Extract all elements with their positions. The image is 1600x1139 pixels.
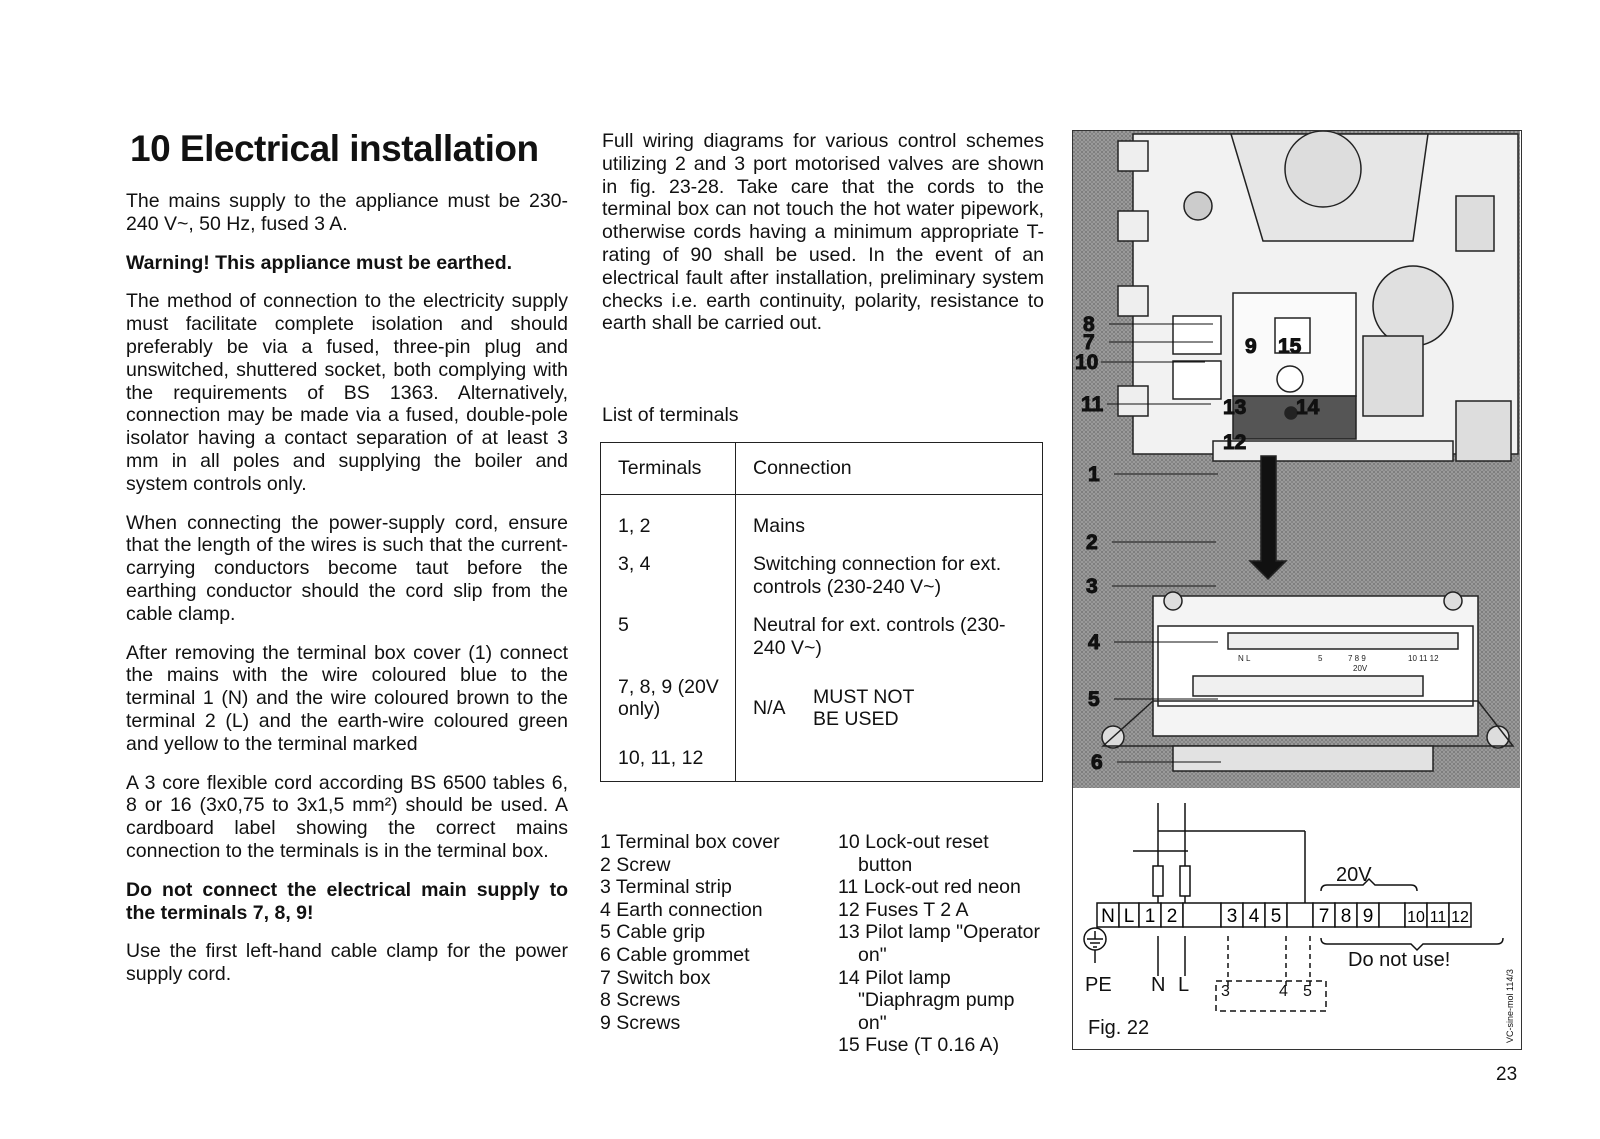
terminal-table	[600, 442, 1043, 782]
boiler-diagram	[1073, 131, 1520, 1048]
table-row	[601, 672, 1043, 744]
ext-terminal-5: 5	[1303, 983, 1312, 1000]
callout-13: 13	[1223, 396, 1247, 419]
do-not-use-label: Do not use!	[1348, 949, 1451, 971]
earth-warning: Warning! This appliance must be earthed.	[126, 251, 513, 274]
page-title: 10 Electrical installation	[130, 128, 539, 169]
strip-label-20v: 20V	[1353, 664, 1368, 673]
terminal-5: 5	[1270, 906, 1282, 927]
cell-terminals: 5	[601, 610, 736, 671]
legend-left	[600, 831, 810, 1034]
legend-item: 6 Cable grommet	[600, 943, 750, 966]
n-label: N	[1151, 974, 1166, 996]
page-number: 23	[1496, 1064, 1518, 1085]
table-row	[601, 743, 1043, 781]
legend-item: 1 Terminal box cover	[600, 831, 780, 853]
legend-item: 8 Screws	[600, 989, 681, 1012]
wiring-paragraph: Full wiring diagrams for various control schemes utilizing 2 and 3 port motorised valves are shown in fig. 23-28. Take care that the cords to the terminal box can not touch the hot water pipework, otherwise cords having a minimum appropriate T-rating of 90 shall be used. In the event of an electrical fault after installation, preliminary system checks i.e. earth continuity, polarity, resistance to earth shall be carried out.	[602, 130, 1044, 335]
strip-label-nl: N L	[1238, 654, 1251, 663]
legend-right	[838, 831, 1048, 1057]
flex-cord-paragraph: A 3 core flexible cord according BS 6500 tables 6, 8 or 16 (3x0,75 to 3x1,5 mm²) should be used. A cardboard label showing the correct mains connection to the terminals is in the terminal box.	[126, 771, 568, 862]
pe-label: PE	[1085, 974, 1112, 996]
cable-clamp-paragraph: Use the first left-hand cable clamp for the power supply cord.	[126, 940, 568, 986]
terminal-9: 9	[1362, 906, 1374, 927]
legend-item: 4 Earth connection	[600, 898, 763, 921]
must-not-be-used: MUST NOT BE USED	[813, 685, 915, 731]
list-title: List of terminals	[602, 404, 739, 426]
legend-item: 5 Cable grip	[600, 921, 706, 944]
l-label: L	[1178, 974, 1190, 996]
table-row	[601, 494, 1043, 549]
terminal-N: N	[1101, 906, 1115, 927]
header-connection: Connection	[736, 443, 1043, 495]
terminal-11: 11	[1429, 909, 1447, 926]
header-terminals: Terminals	[601, 443, 736, 495]
callout-4: 4	[1088, 631, 1100, 654]
cell-terminals: 7, 8, 9 (20V only)	[601, 672, 736, 744]
left-column	[126, 190, 568, 1002]
ext-terminal-3: 3	[1221, 983, 1230, 1000]
terminal-strip	[1097, 903, 1471, 927]
terminal-L: L	[1123, 906, 1135, 927]
callout-6: 6	[1091, 751, 1103, 774]
cell-terminals: 10, 11, 12	[601, 743, 736, 781]
legend-item: 15 Fuse (T 0.16 A)	[838, 1034, 1000, 1057]
callout-11: 11	[1081, 393, 1104, 416]
callout-9: 9	[1245, 335, 1257, 358]
legend-item: 13 Pilot lamp "Operator on"	[838, 921, 1041, 966]
callout-1: 1	[1088, 463, 1100, 486]
callout-12: 12	[1223, 431, 1247, 454]
terminal-10: 10	[1407, 909, 1425, 926]
ext-terminal-4: 4	[1279, 983, 1288, 1000]
table-header	[601, 443, 1043, 495]
legend-item: 9 Screws	[600, 1011, 681, 1034]
callout-7: 7	[1083, 331, 1095, 354]
earth-icon	[1087, 931, 1103, 947]
legend-item: 12 Fuses T 2 A	[838, 898, 969, 921]
terminal-box	[1379, 903, 1405, 927]
boiler-illustration	[1102, 131, 1518, 771]
figure-22	[1072, 130, 1522, 1050]
legend-item: 10 Lock-out reset button	[838, 831, 989, 876]
cell-terminals: 1, 2	[601, 494, 736, 549]
strip-label-789: 7 8 9	[1348, 654, 1366, 663]
cell-connection	[736, 743, 1043, 781]
terminal-warning: Do not connect the electrical main supply to the terminals 7, 8, 9!	[126, 878, 568, 924]
terminal-1: 1	[1144, 906, 1156, 927]
terminal-box	[1183, 903, 1221, 927]
terminal-2: 2	[1166, 906, 1178, 927]
figure-caption: Fig. 22	[1088, 1017, 1150, 1039]
callout-3: 3	[1086, 575, 1098, 598]
middle-column	[602, 130, 1044, 351]
cell-connection: Mains	[736, 494, 1043, 549]
strip-label-5: 5	[1318, 654, 1323, 663]
legend-item: 14 Pilot lamp "Diaphragm pump on"	[838, 966, 1015, 1034]
isolation-paragraph: The method of connection to the electricity supply must facilitate complete isolation and should preferably be via a fused, three-pin plug and unswitched, shuttered socket, both complying with the requirements of BS 1363. Alternatively, connection may be made via a fused, double-pole isolator having a contact separation of at least 3 mm in all poles and supplying the boiler and system controls only.	[126, 290, 568, 495]
terminal-4: 4	[1248, 906, 1260, 927]
terminal-7: 7	[1318, 906, 1330, 927]
na-label: N/A	[753, 696, 786, 719]
supply-paragraph: The mains supply to the appliance must be 230-240 V~, 50 Hz, fused 3 A.	[126, 190, 568, 235]
table-row	[601, 610, 1043, 671]
callout-10: 10	[1075, 351, 1099, 374]
strip-label-101112: 10 11 12	[1408, 654, 1439, 663]
legend-item: 2 Screw	[600, 853, 671, 876]
legend-item: 11 Lock-out red neon	[838, 876, 1021, 899]
terminal-3: 3	[1226, 906, 1238, 927]
cord-paragraph: When connecting the power-supply cord, ensure that the length of the wires is such that the current-carrying conductors become taut before the earthing conductor should the cord slip from the cable clamp.	[126, 511, 568, 625]
cell-connection: Switching connection for ext. controls (230-240 V~)	[736, 549, 1043, 610]
terminal-8: 8	[1340, 906, 1352, 927]
terminal-box	[1287, 903, 1313, 927]
legend-item: 3 Terminal strip	[600, 876, 732, 899]
side-code: VC-sine-mol 114/3	[1505, 969, 1515, 1043]
connection-paragraph: After removing the terminal box cover (1) connect the mains with the wire coloured blue to the terminal 1 (N) and the wire coloured brown to the terminal 2 (L) and the earth-wire coloured green and yellow to the terminal marked	[126, 641, 568, 755]
callout-2: 2	[1086, 531, 1098, 554]
callout-8: 8	[1083, 313, 1095, 336]
cell-terminals: 3, 4	[601, 549, 736, 610]
cell-connection	[736, 672, 1043, 744]
terminal-12: 12	[1451, 909, 1469, 926]
callout-14: 14	[1296, 396, 1320, 419]
label-20v: 20V	[1336, 864, 1372, 886]
callout-5: 5	[1088, 688, 1100, 711]
cell-connection: Neutral for ext. controls (230-240 V~)	[736, 610, 1043, 671]
table-row	[601, 549, 1043, 610]
callout-15: 15	[1278, 335, 1302, 358]
legend-item: 7 Switch box	[600, 966, 711, 989]
